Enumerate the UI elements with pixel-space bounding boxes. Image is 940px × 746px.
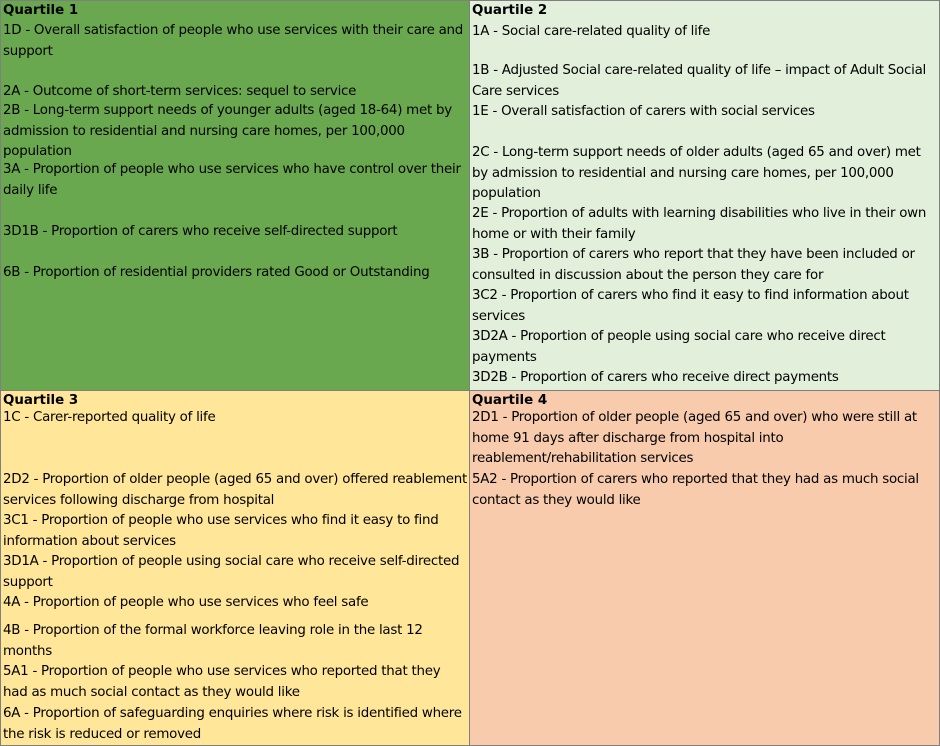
quartile-1-item: 2B - Long-term support needs of younger adults (aged 18-64) met by admission to residential and nursing care homes, per 100,000 population	[3, 103, 452, 159]
quartile-3-item: 4A - Proportion of people who use services who feel safe	[3, 595, 369, 610]
quartile-3-item: 5A1 - Proportion of people who use services who reported that they had as much social contact as they would like	[3, 664, 441, 700]
quartile-1-item: 3A - Proportion of people who use services who have control over their daily life	[3, 162, 461, 198]
quartile-3-item: 2D2 - Proportion of older people (aged 65 and over) offered reablement services following discharge from hospital	[3, 472, 467, 508]
quartile-2-item: 3D2A - Proportion of people using social care who receive direct payments	[472, 329, 886, 365]
quartile-3-item: 6A - Proportion of safeguarding enquiries where risk is identified where the risk is reduced or removed	[3, 706, 462, 742]
quartile-2-item: 3B - Proportion of carers who report that they have been included or consulted in discussion about the person they care for	[472, 247, 915, 283]
quartile-4-title: Quartile 4	[472, 393, 548, 408]
quartile-2-item: 1E - Overall satisfaction of carers with social services	[472, 104, 815, 119]
quartile-2-title: Quartile 2	[472, 3, 548, 18]
quartile-1-item: 6B - Proportion of residential providers rated Good or Outstanding	[3, 265, 430, 280]
quartile-3-item: 3C1 - Proportion of people who use services who find it easy to find information about services	[3, 513, 439, 549]
quartile-1-item: 3D1B - Proportion of carers who receive self-directed support	[3, 224, 398, 239]
quartile-2-item: 3C2 - Proportion of carers who find it easy to find information about services	[472, 288, 909, 324]
quartile-2-cell	[470, 0, 940, 391]
quartile-3-title: Quartile 3	[3, 393, 79, 408]
quartile-4-item: 2D1 - Proportion of older people (aged 65 and over) who were still at home 91 days after discharge from hospital into reablement/rehabilitation services	[472, 410, 917, 466]
quartile-3-item: 1C - Carer-reported quality of life	[3, 410, 216, 425]
quartile-4-item: 5A2 - Proportion of carers who reported that they had as much social contact as they would like	[472, 472, 919, 508]
quartile-2-item: 2C - Long-term support needs of older adults (aged 65 and over) met by admission to residential and nursing care homes, per 100,000 population	[472, 145, 921, 201]
quartile-3-item: 4B - Proportion of the formal workforce leaving role in the last 12 months	[3, 623, 423, 659]
quartile-1-item: 2A - Outcome of short-term services: sequel to service	[3, 84, 357, 99]
quartile-2-item: 3D2B - Proportion of carers who receive direct payments	[472, 370, 839, 385]
quartile-2-item: 1B - Adjusted Social care-related quality of life – impact of Adult Social Care services	[472, 63, 927, 99]
quartile-1-title: Quartile 1	[3, 3, 79, 18]
quartile-2-item: 1A - Social care-related quality of life	[472, 24, 711, 39]
quartile-3-item: 3D1A - Proportion of people using social care who receive self-directed support	[3, 554, 460, 590]
quartile-1-cell	[0, 0, 470, 391]
quartile-1-item: 1D - Overall satisfaction of people who use services with their care and support	[3, 23, 464, 59]
quartile-3-cell	[0, 391, 470, 746]
quartile-2-item: 2E - Proportion of adults with learning disabilities who live in their own home or with their family	[472, 206, 927, 242]
quartile-4-cell	[470, 391, 940, 746]
